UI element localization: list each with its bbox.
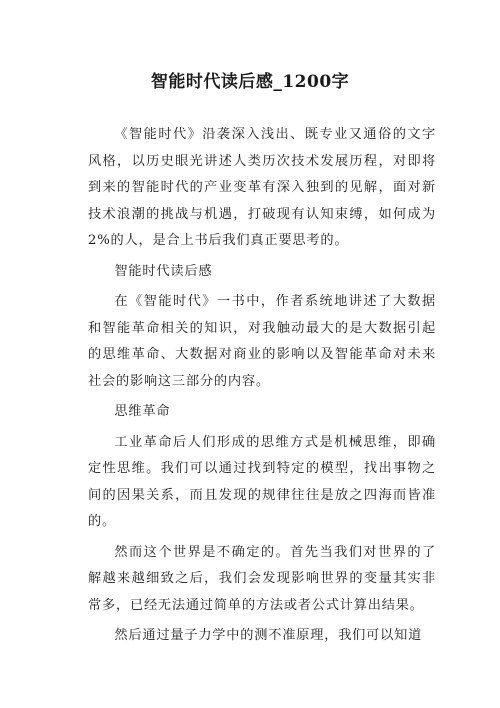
paragraph-mechanical-thinking: 工业革命后人们形成的思维方式是机械思维，即确定性思维。我们可以通过找到特定的模型，找出事物之间的因果关系，而且发现的规律往往是放之四海而皆准的。: [88, 434, 436, 529]
paragraph-summary: 在《智能时代》一书中，作者系统地讲述了大数据和智能革命相关的知识，对我触动最大的是大数据引起的思维革命、大数据对商业的影响以及智能革命对未来社会的影响这三部分的内容。: [88, 294, 436, 389]
document-body: [88, 122, 436, 654]
paragraph-uncertain-world: 然而这个世界是不确定的。首先当我们对世界的了解越来越细致之后，我们会发现影响世界的变量其实非常多，已经无法通过简单的方法或者公式计算出结果。: [88, 544, 436, 613]
paragraph-quantum: 然后通过量子力学中的测不准原理，我们可以知道: [114, 628, 423, 643]
paragraph-intro: 《智能时代》沿袭深入浅出、既专业又通俗的文字风格，以历史眼光讲述人类历次技术发展历程，对即将到来的智能时代的产业变革有深入独到的见解，面对新技术浪潮的挑战与机遇，打破现有认知束缚，如何成为2%的人，是合上书后我们真正要思考的。: [88, 127, 436, 248]
document-title: 智能时代读后感_1200字: [150, 72, 350, 92]
section-heading-review: 智能时代读后感: [114, 263, 213, 279]
section-heading-thinking-revolution: 思维革命: [114, 404, 171, 419]
